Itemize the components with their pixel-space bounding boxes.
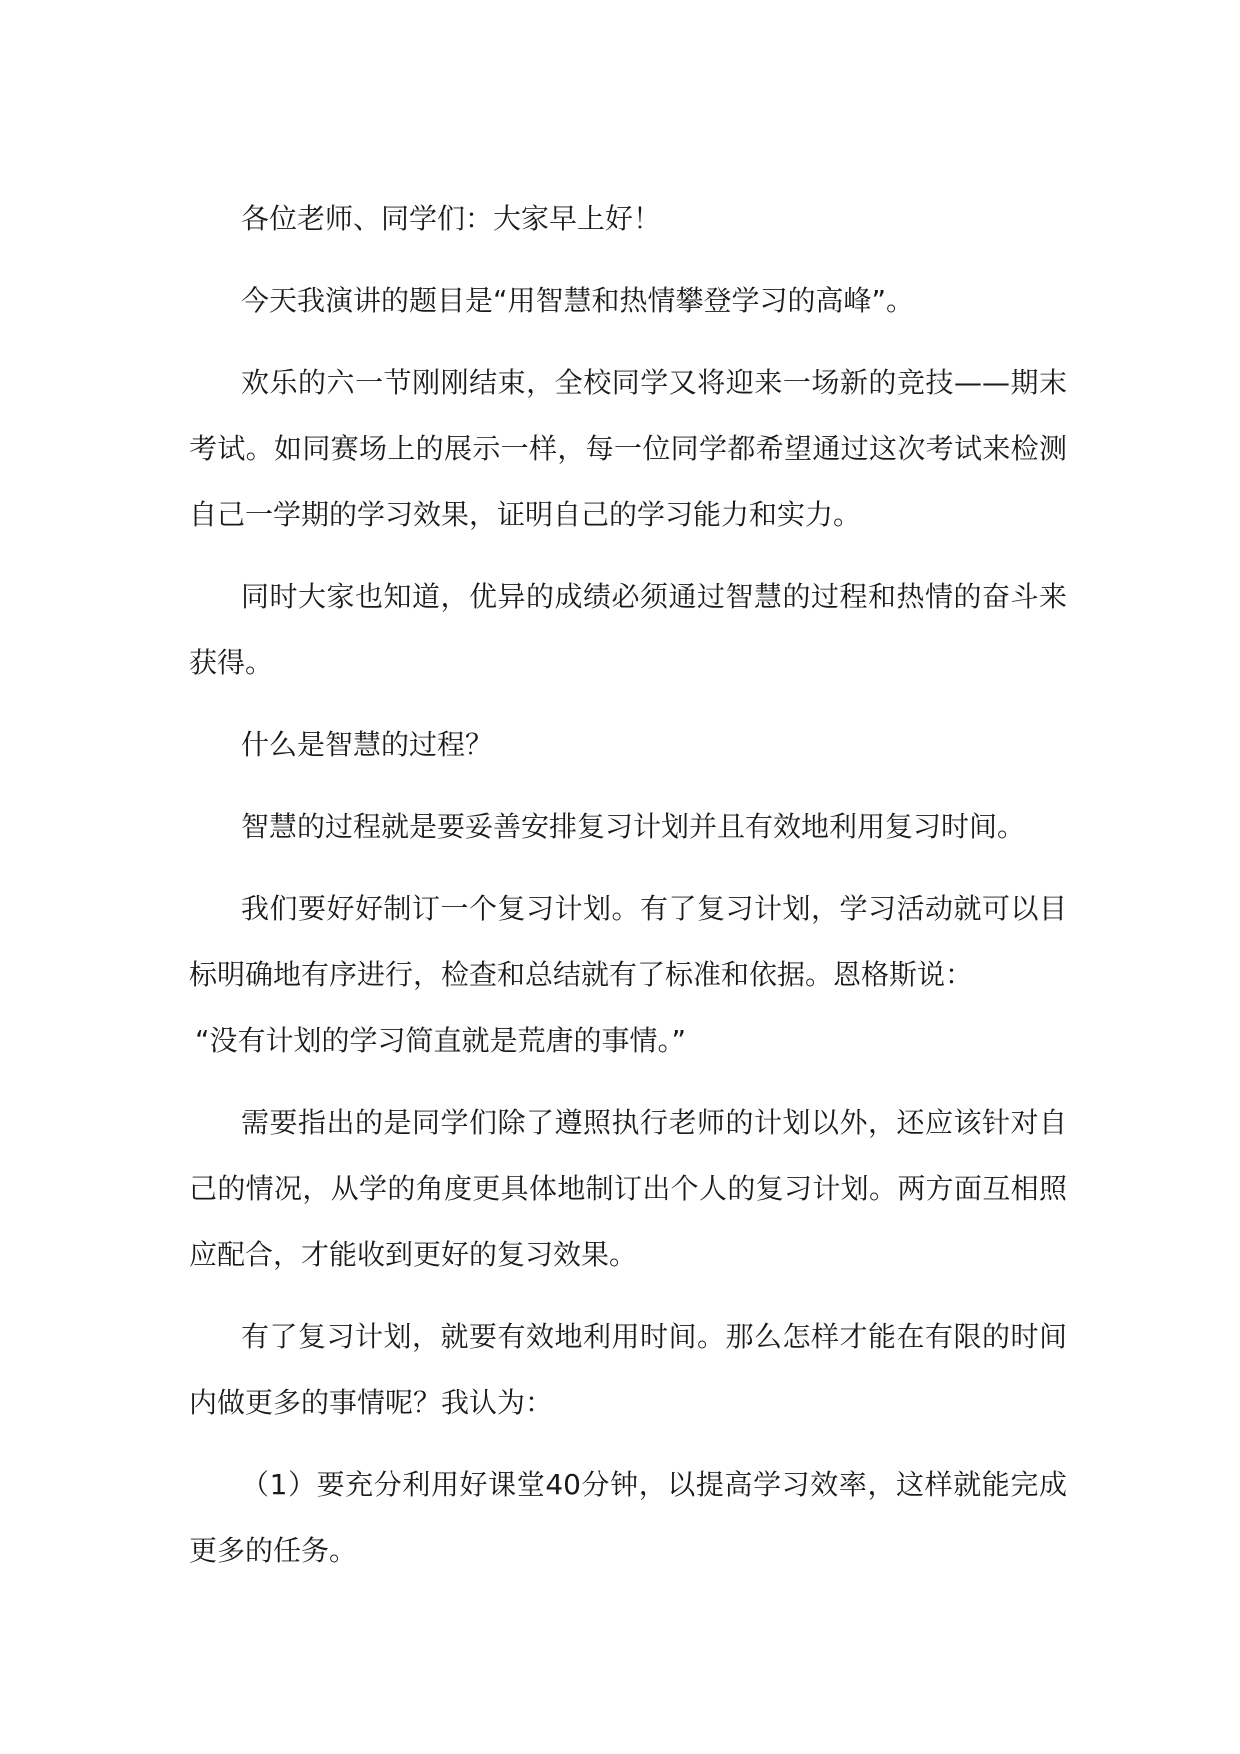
body-paragraph: 欢乐的六一节刚刚结束，全校同学又将迎来一场新的竞技——期末考试。如同赛场上的展示一样，每一位同学都希望通过这次考试来检测自己一学期的学习效果，证明自己的学习能力和实力。 <box>189 366 1067 531</box>
body-paragraph: 有了复习计划，就要有效地利用时间。那么怎样才能在有限的时间内做更多的事情呢？我认为： <box>189 1320 1067 1419</box>
greeting-paragraph: 各位老师、同学们：大家早上好！ <box>241 202 662 235</box>
body-paragraph: 同时大家也知道，优异的成绩必须通过智慧的过程和热情的奋斗来获得。 <box>189 580 1067 679</box>
topic-paragraph: 今天我演讲的题目是“用智慧和热情攀登学习的高峰”。 <box>241 284 915 317</box>
quote-paragraph: “没有计划的学习简直就是荒唐的事情。” <box>195 1024 687 1057</box>
body-paragraph: 我们要好好制订一个复习计划。有了复习计划，学习活动就可以目标明确地有序进行，检查和总结就有了标准和依据。恩格斯说： <box>189 892 1067 991</box>
body-paragraph: 需要指出的是同学们除了遵照执行老师的计划以外，还应该针对自己的情况，从学的角度更具体地制订出个人的复习计划。两方面互相照应配合，才能收到更好的复习效果。 <box>189 1106 1067 1271</box>
question-paragraph: 什么是智慧的过程？ <box>241 728 494 761</box>
document-body <box>189 186 1067 1600</box>
body-paragraph: 智慧的过程就是要妥善安排复习计划并且有效地利用复习时间。 <box>241 810 1026 843</box>
list-item-paragraph: （1）要充分利用好课堂40分钟，以提高学习效率，这样就能完成更多的任务。 <box>189 1468 1067 1567</box>
